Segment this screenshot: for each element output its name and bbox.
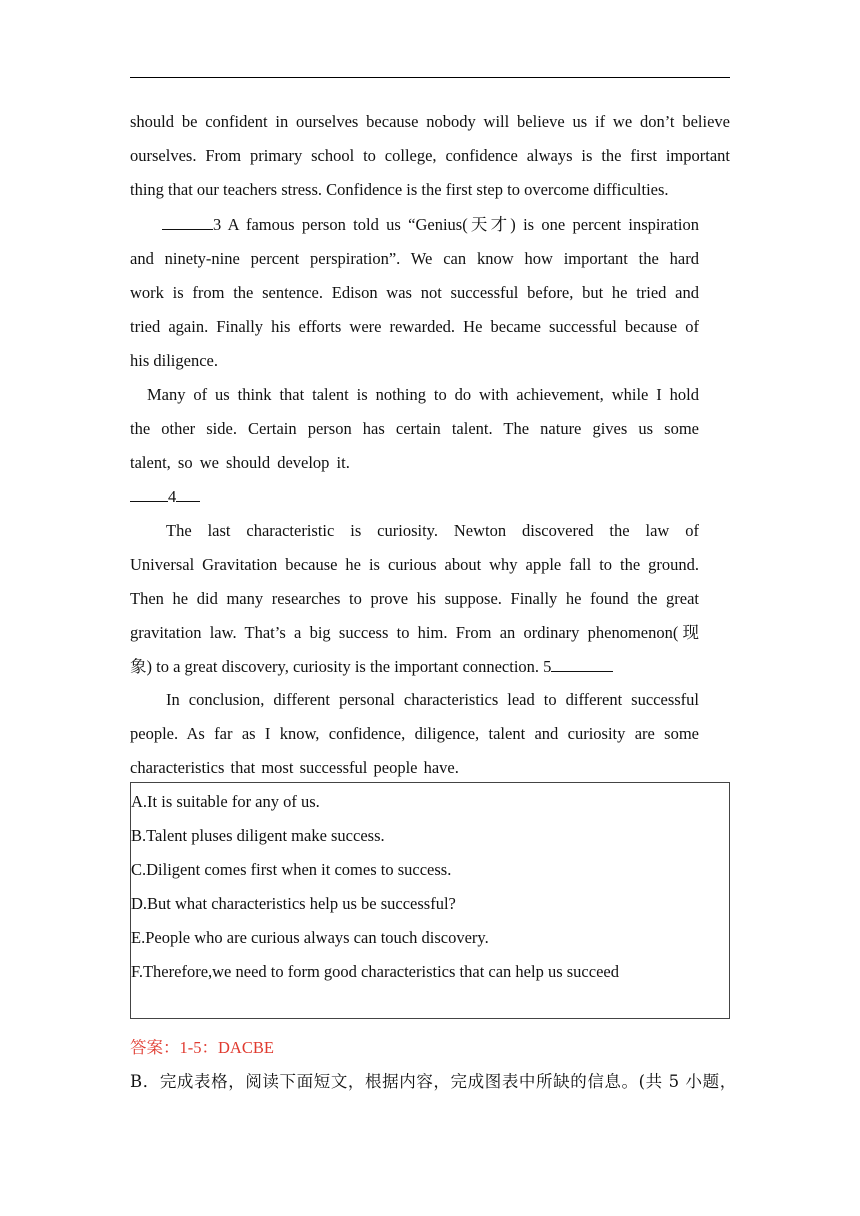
passage-line-blank-3 [162,215,699,235]
passage-line: talent, so we should develop it. [130,453,350,472]
passage-line: thing that our teachers stress. Confidence is the first step to overcome difficulties. [130,180,669,199]
passage-line: characteristics that most successful people have. [130,758,459,777]
passage-line: the other side. Certain person has certain talent. The nature gives us some [130,419,699,438]
passage-line-blank-5 [130,657,613,677]
header-rule [130,77,730,78]
passage-line: his diligence. [130,351,218,370]
passage-line: Universal Gravitation because he is curious about why apple fall to the ground. [130,555,699,574]
blank-underline [130,487,168,502]
option-d: D.But what characteristics help us be successful? [131,894,456,913]
answer-key: 答案：1-5：DACBE [130,1038,274,1057]
option-b: B.Talent pluses diligent make success. [131,826,385,845]
passage-line: The last characteristic is curiosity. Newton discovered the law of [166,521,699,540]
passage-line-blank-4 [130,487,200,507]
section-b-instructions: B．完成表格，阅读下面短文，根据内容，完成图表中所缺的信息。(共 5 小题， [130,1072,737,1091]
passage-line: should be confident in ourselves because nobody will believe us if we don’t believe [130,112,730,131]
option-e: E.People who are curious always can touch discovery. [131,928,489,947]
option-c: C.Diligent comes first when it comes to success. [131,860,452,879]
blank-underline [176,487,200,502]
blank-underline [551,657,613,672]
blank-number: 5 [543,657,552,676]
passage-line: work is from the sentence. Edison was not successful before, but he tried and [130,283,699,302]
passage-line: people. As far as I know, confidence, diligence, talent and curiosity are some [130,724,699,743]
blank-underline [162,215,213,230]
passage-line: In conclusion, different personal characteristics lead to different successful [166,690,699,709]
blank-number: 4 [168,487,177,506]
passage-line: tried again. Finally his efforts were rewarded. He became successful because of [130,317,699,336]
options-box [130,782,730,1019]
passage-line: gravitation law. That’s a big success to him. From an ordinary phenomenon(现 [130,623,699,642]
option-f: F.Therefore,we need to form good characteristics that can help us succeed [131,962,619,981]
passage-text: A famous person told us “Genius(天才) is one percent inspiration [227,215,699,234]
blank-number: 3 [213,215,222,234]
passage-line: Then he did many researches to prove his suppose. Finally he found the great [130,589,699,608]
option-a: A.It is suitable for any of us. [131,792,320,811]
passage-line: ourselves. From primary school to college, confidence always is the first important [130,146,730,165]
passage-line: and ninety-nine percent perspiration”. We can know how important the hard [130,249,699,268]
passage-line: Many of us think that talent is nothing to do with achievement, while I hold [147,385,699,404]
passage-text: 象) to a great discovery, curiosity is the important connection. [130,657,544,676]
